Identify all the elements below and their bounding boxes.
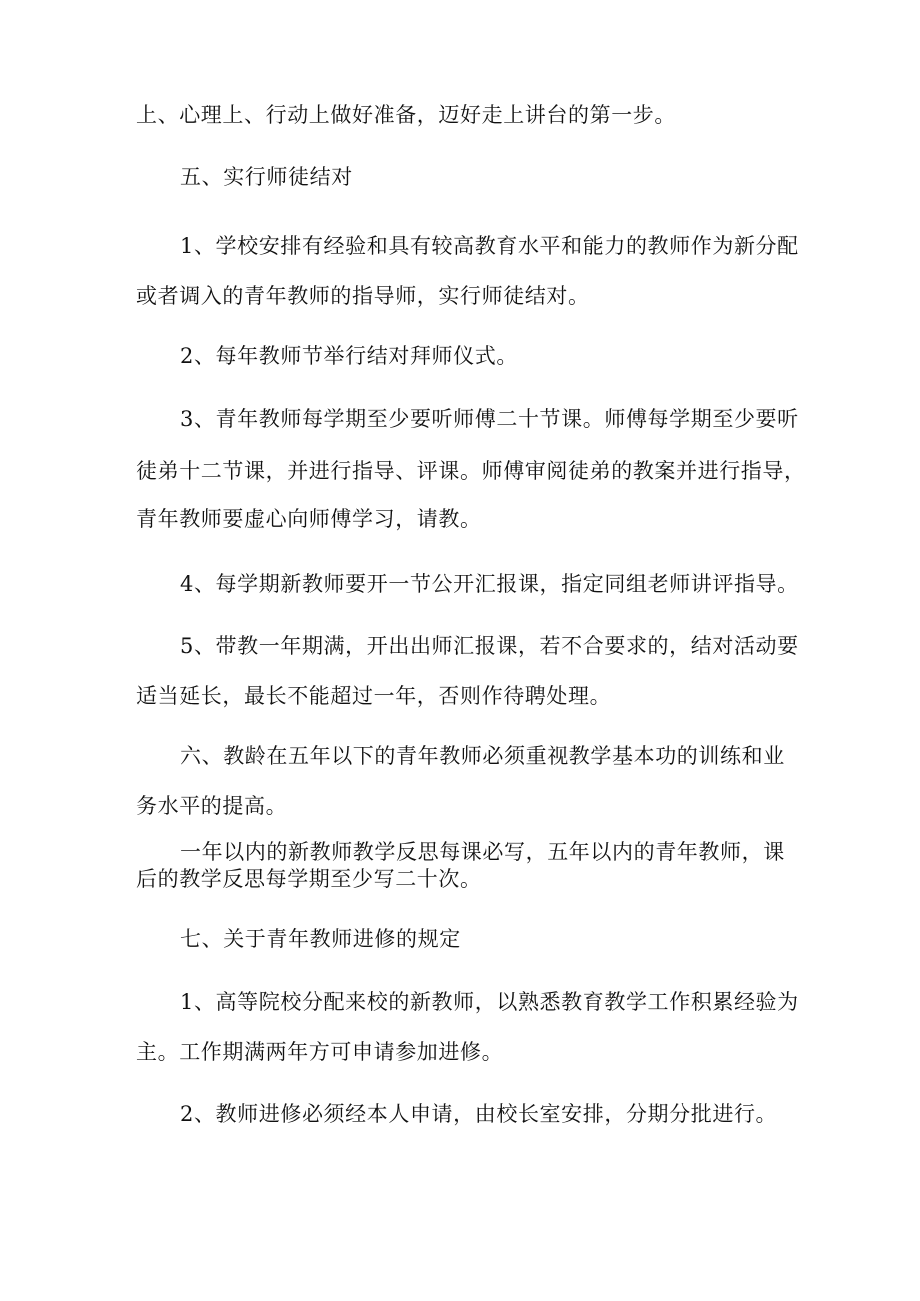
paragraph-line: 务水平的提高。 — [136, 794, 288, 818]
section-heading-6: 六、教龄在五年以下的青年教师必须重视教学基本功的训练和业 — [180, 744, 785, 768]
paragraph-line: 后的教学反思每学期至少写二十次。 — [136, 867, 482, 891]
section-heading-5: 五、实行师徒结对 — [180, 165, 353, 189]
paragraph-line: 一年以内的新教师教学反思每课必写，五年以内的青年教师，课 — [180, 840, 785, 864]
paragraph-line: 上、心理上、行动上做好准备，迈好走上讲台的第一步。 — [136, 103, 676, 127]
paragraph-line: 2、每年教师节举行结对拜师仪式。 — [180, 344, 518, 368]
paragraph-line: 青年教师要虚心向师傅学习，请教。 — [136, 507, 482, 531]
paragraph-line: 4、每学期新教师要开一节公开汇报课，指定同组老师讲评指导。 — [180, 572, 799, 596]
paragraph-line: 3、青年教师每学期至少要听师傅二十节课。师傅每学期至少要听 — [180, 407, 799, 431]
paragraph-line: 或者调入的青年教师的指导师，实行师徒结对。 — [136, 284, 590, 308]
paragraph-line: 1、学校安排有经验和具有较高教育水平和能力的教师作为新分配 — [180, 234, 799, 258]
paragraph-line: 主。工作期满两年方可申请参加进修。 — [136, 1040, 504, 1064]
paragraph-line: 1、高等院校分配来校的新教师，以熟悉教育教学工作积累经验为 — [180, 990, 799, 1014]
section-heading-7: 七、关于青年教师进修的规定 — [180, 927, 461, 951]
paragraph-line: 2、教师进修必须经本人申请，由校长室安排，分期分批进行。 — [180, 1102, 778, 1126]
paragraph-line: 适当延长，最长不能超过一年，否则作待聘处理。 — [136, 684, 612, 708]
paragraph-line: 5、带教一年期满，开出出师汇报课，若不合要求的，结对活动要 — [180, 634, 799, 658]
paragraph-line: 徒弟十二节课，并进行指导、评课。师傅审阅徒弟的教案并进行指导， — [136, 459, 806, 483]
